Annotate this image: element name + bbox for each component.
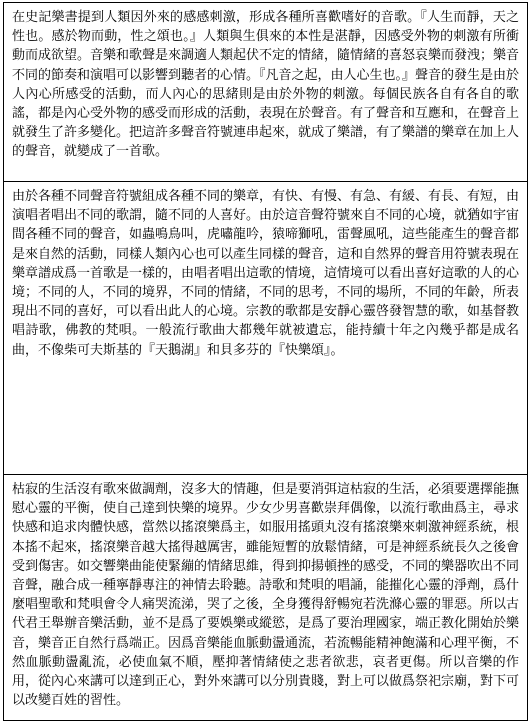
passage-box-2	[3, 182, 528, 475]
passage-text-2: 由於各種不同聲音符號組成各種不同的樂章，有快、有慢、有急、有緩、有長、有短，由演唱者唱出不同的歌謂，隨不同的人喜好。由於這音聲符號來自不同的心境，就猶如宇宙間各種不同的聲音，如蟲鳴鳥叫，虎嘯龍吟，猿啼獅吼，雷聲風吼，這些能產生的聲音都是來自然的活動，同樣人類內心也可以產生同樣的聲音，這和自然界的聲音用符號表現在樂章譜成爲一首歌是一樣的，由唱者唱出這歌的情境，這情境可以看出喜好這歌的人的心境；不同的人，不同的境界，不同的情緒，不同的思考，不同的場所，不同的年齡，所表現出不同的喜好，可以看出此人的心境。宗教的歌都是安靜心靈啓發智慧的歌，如基督教唱詩歌，佛教的梵唄。一般流行歌曲大都幾年就被遺忘，能持續十年之內幾乎都是成名曲，不像柴可夫斯基的『天鵝湖』和貝多芬的『快樂頌』。	[12, 189, 520, 358]
passage-text-1: 在史記樂書提到人類因外來的感感刺激，形成各種所喜歡嗜好的音歌。『人生而靜，天之性也。感於物而動，性之頌也。』人類與生俱來的本性是湛靜，因感受外物的刺激有所衝動而成欲望。音樂和歌聲是來調適人類起伏不定的情緒，隨情緒的喜怒哀樂而發洩；樂音不同的節奏和演唱可以影響到聽者的心情。『凡音之起，由人心生也。』聲音的發生是由於人內心所感受的活動，而人內心的思緒則是由於外物的刺激。每個民族各自有各自的歌謠，都是內心受外物的感受而形成的活動，表現在於聲音。有了聲音和互應和，在聲音上就發生了許多變化。把這許多聲音符號連串起來，就成了樂譜，有了樂譜的樂章在加上人的聲音，就變成了一首歌。	[12, 10, 520, 160]
passage-box-3	[3, 475, 528, 721]
passage-text-3: 枯寂的生活沒有歌來做調劑，沒多大的情趣，但是要消弭這枯寂的生活，必須要選擇能撫慰心靈的平衡，使自己達到快樂的境界。少女少男喜歡崇拜偶像，以流行歌曲爲主，尋求快感和追求肉體快感，當然以搖滾樂爲主，如服用搖頭丸沒有搖滾樂來刺激神經系統，根本搖不起來，搖滾樂音越大搖得越厲害，雖能短暫的放鬆情緒，可是神經系統長久之後會受到傷害。如交響樂曲能使緊繃的情緒思維，得到抑揚頓挫的感受，不同的樂器吹出不同音聲，融合成一種寧靜專注的神情去聆聽。詩歌和梵唄的唱誦，能摧化心靈的淨劑，爲什麼唱聖歌和梵唄會令人痛哭流涕，哭了之後，全身獲得舒暢宛若洗滌心靈的罪惡。所以古代君王舉辦音樂活動，並不是爲了要娛樂或縱慾，是爲了要治理國家，端正教化開始於樂音，樂音正自然行爲端正。因爲音樂能血脈動盪通流，若流暢能精神飽滿和心理平衡，不然血脈動盪亂流，必使血氣不順，壓抑著情緒使之悲者欲悲，哀者更傷。所以音樂的作用，從內心來講可以達到正心，對外來講可以分別貴賤，對上可以做爲祭祀宗廟，對下可以改變百姓的習性。	[12, 482, 520, 709]
passage-box-1	[3, 2, 528, 182]
